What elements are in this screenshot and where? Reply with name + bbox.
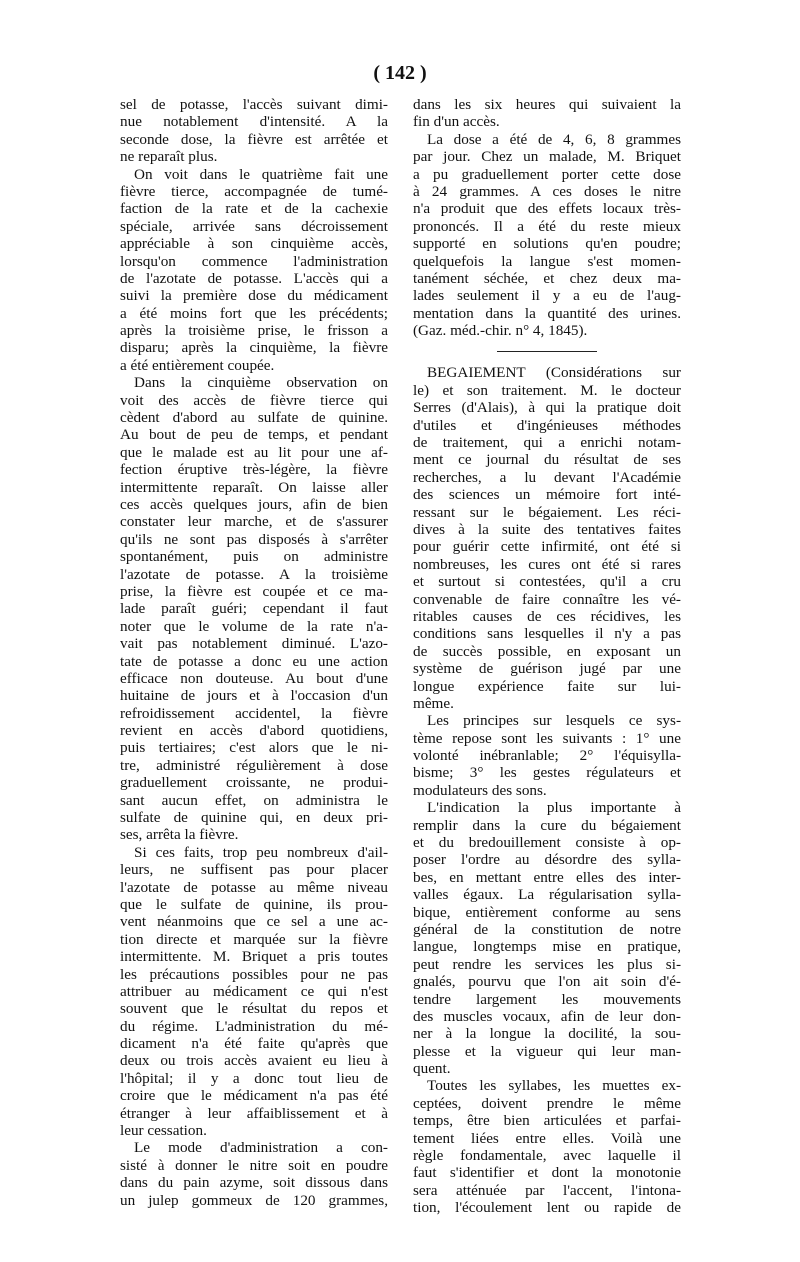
text-line: quent. [413, 1060, 451, 1078]
text-line: poser l'ordre au désordre des sylla- [413, 851, 681, 869]
text-line: faction de la rate et de la cachexie [120, 200, 388, 218]
text-line: et du bredouillement consiste à op- [413, 834, 681, 852]
text-line: plesse et la vigueur qui leur man- [413, 1042, 681, 1060]
text-line: gnalés, pourvu que l'on ait soin d'é- [413, 973, 681, 991]
text-line: que le malade est au lit pour une af- [120, 443, 388, 461]
text-line: constater leur marche, et de s'assurer [120, 513, 388, 531]
text-line: ressant sur le bégaiement. Les réci- [413, 503, 681, 521]
right-column-continuation [413, 96, 681, 339]
text-line: des muscles vocaux, afin de leur don- [413, 1007, 681, 1025]
text-line: intermittente. M. Briquet a pris toutes [120, 948, 388, 966]
left-column [120, 96, 388, 1209]
text-line: vent néanmoins que ce sel a une ac- [120, 913, 388, 931]
text-line: recherches, a lu devant l'Académie [413, 468, 681, 486]
text-line: tion, l'écoulement lent ou rapide de [413, 1199, 681, 1217]
text-line: fièvre tierce, accompagnée de tumé- [120, 182, 388, 200]
text-line: ceptées, doivent prendre le même [413, 1094, 681, 1112]
text-line: (Gaz. méd.-chir. n° 4, 1845). [413, 322, 588, 340]
text-line: BEGAIEMENT (Considérations sur [427, 364, 681, 382]
text-line: même. [413, 694, 454, 712]
text-line: bes, en mettant entre elles des inter- [413, 868, 681, 886]
text-line: prise, la fièvre est coupée et ce ma- [120, 582, 388, 600]
text-line: sisté à donner le nitre soit en poudre [120, 1156, 388, 1174]
text-line: pour guérir cette infirmité, ont été si [413, 538, 681, 556]
text-line: dicament n'a été faite qu'après que [120, 1035, 388, 1053]
text-line: ses, arrêta la fièvre. [120, 826, 239, 844]
text-line: attribuer au médicament ce qui n'est [120, 982, 388, 1000]
text-line: dans du pain azyme, soit dissous dans [120, 1174, 388, 1192]
text-line: Dans la cinquième observation on [134, 374, 388, 392]
text-line: On voit dans le quatrième fait une [134, 165, 388, 183]
text-line: Au bout de peu de temps, et pendant [120, 426, 388, 444]
text-line: le) et son traitement. M. le docteur [413, 381, 681, 399]
text-line: sera atténuée par l'accent, l'intona- [413, 1181, 681, 1199]
text-line: Les principes sur lesquels ce sys- [427, 712, 681, 730]
text-line: souvent que le résultat du repos et [120, 1000, 388, 1018]
text-line: Le mode d'administration a con- [134, 1139, 388, 1157]
text-line: leurs, ne suffisent pas pour placer [120, 861, 388, 879]
text-line: général de la constitution de notre [413, 920, 681, 938]
text-line: nue notablement d'intensité. A la [120, 113, 388, 131]
text-line: a été entièrement coupée. [120, 356, 275, 374]
text-line: peut rendre les services les plus si- [413, 955, 681, 973]
text-line: cèdent d'abord au sulfate de quinine. [120, 409, 388, 427]
text-line: fin d'un accès. [413, 113, 500, 131]
text-line: intermittente reparaît. On laisse aller [120, 478, 388, 496]
text-line: l'hôpital; il y a donc tout lieu de [120, 1069, 388, 1087]
text-line: dives à la suite des tentatives faites [413, 520, 681, 538]
text-line: n'a produit que des effets locaux très- [413, 200, 681, 218]
text-line: longue expérience faite sur lui- [413, 677, 681, 695]
text-line: d'utiles et d'ingénieuses méthodes [413, 416, 681, 434]
text-line: prononcés. Il a été du reste mieux [413, 217, 681, 235]
text-line: sel de potasse, l'accès suivant dimi- [120, 96, 388, 113]
text-line: efficace non douteuse. Au bout d'une [120, 669, 388, 687]
section-divider-rule [497, 351, 597, 352]
text-line: de l'azotate de potasse. L'accès qui a [120, 269, 388, 287]
text-line: qu'ils ne sont pas disposés à s'arrêter [120, 530, 388, 548]
text-line: spéciale, arrivée sans décroissement [120, 217, 388, 235]
text-line: de traitement, qui a enrichi notam- [413, 434, 681, 452]
text-line: ritables causes de ces récidives, les [413, 607, 681, 625]
text-line: ces accès quelques jours, afin de bien [120, 495, 388, 513]
text-line: deux ou trois accès avaient eu lieu à [120, 1052, 388, 1070]
text-line: disparu; après la cinquième, la fièvre [120, 339, 388, 357]
text-line: à 24 grammes. A ces doses le nitre [413, 182, 681, 200]
text-line: et surtout si contestées, qu'il a cru [413, 573, 681, 591]
text-line: voit des accès de fièvre tierce qui [120, 391, 388, 409]
begaiement-article [413, 364, 681, 1216]
text-line: leur cessation. [120, 1122, 207, 1140]
text-line: faut s'identifier et dont la monotonie [413, 1164, 681, 1182]
text-line: Serres (d'Alais), à qui la pratique doit [413, 399, 681, 417]
text-line: suivi la première dose du médicament [120, 287, 388, 305]
text-line: lorsqu'on commence l'administration [120, 252, 388, 270]
text-line: que le sulfate de quinine, ils prou- [120, 895, 388, 913]
text-line: quelquefois la langue s'est momen- [413, 252, 681, 270]
text-line: appréciable à son cinquième accès, [120, 235, 388, 253]
text-line: refroidissement accidentel, la fièvre [120, 704, 388, 722]
text-line: modulateurs des sons. [413, 781, 547, 799]
text-line: valles égaux. La régularisation sylla- [413, 886, 681, 904]
text-line: ne reparaît plus. [120, 148, 218, 166]
text-line: a pu graduellement porter cette dose [413, 165, 681, 183]
text-line: ner à la longue la docilité, la sou- [413, 1025, 681, 1043]
text-line: les précautions possibles pour ne pas [120, 965, 388, 983]
text-line: un julep gommeux de 120 grammes, [120, 1191, 388, 1209]
text-line: supporté en solutions qu'en poudre; [413, 235, 681, 253]
text-line: Toutes les syllabes, les muettes ex- [427, 1077, 681, 1095]
text-line: après la troisième prise, le frisson a [120, 322, 388, 340]
text-line: du régime. L'administration du mé- [120, 1017, 388, 1035]
text-line: conditions sans lesquelles il n'y a pas [413, 625, 681, 643]
text-line: noter que le volume de la rate n'a- [120, 617, 388, 635]
text-line: bisme; 3° les gestes régulateurs et [413, 764, 681, 782]
text-line: dans les six heures qui suivaient la [413, 96, 681, 113]
text-line: l'azotate de potasse au même niveau [120, 878, 388, 896]
text-line: huitaine de jours et à l'occasion d'un [120, 687, 388, 705]
text-line: tème repose sont les suivants : 1° une [413, 729, 681, 747]
text-line: tendre largement les mouvements [413, 990, 681, 1008]
text-line: sant aucun effet, on administra le [120, 791, 388, 809]
text-line: volonté inébranlable; 2° l'équisylla- [413, 747, 681, 765]
text-line: mentation dans la quantité des urines. [413, 304, 681, 322]
text-line: règle fondamentale, avec laquelle il [413, 1147, 681, 1165]
text-line: L'indication la plus importante à [427, 799, 681, 817]
text-line: bique, entièrement conforme au sens [413, 903, 681, 921]
right-column [413, 96, 681, 1217]
text-line: a été moins fort que les précédents; [120, 304, 388, 322]
text-line: lade paraît guéri; cependant il faut [120, 600, 388, 618]
text-line: fection éruptive très-légère, la fièvre [120, 461, 388, 479]
text-line: par jour. Chez un malade, M. Briquet [413, 148, 681, 166]
text-line: système de guérison jugé par une [413, 660, 681, 678]
page-number: ( 142 ) [373, 62, 427, 84]
text-line: convenable de faire connaître les vé- [413, 590, 681, 608]
text-line: de succès possible, en exposant un [413, 642, 681, 660]
text-line: seconde dose, la fièvre est arrêtée et [120, 130, 388, 148]
text-line: graduellement croissante, ne produi- [120, 774, 388, 792]
text-line: remplir dans la cure du bégaiement [413, 816, 681, 834]
text-line: tate de potasse a donc eu une action [120, 652, 388, 670]
text-line: tre, administré régulièrement à dose [120, 756, 388, 774]
text-line: tement liées entre elles. Voilà une [413, 1129, 681, 1147]
text-line: sulfate de quinine qui, en deux pri- [120, 809, 388, 827]
text-line: temps, être bien articulées et parfai- [413, 1112, 681, 1130]
text-line: croire que le médicament n'a pas été [120, 1087, 388, 1105]
text-line: langue, longtemps mise en pratique, [413, 938, 681, 956]
text-line: tion directe et marquée sur la fièvre [120, 930, 388, 948]
text-line: tanément séchée, et chez deux ma- [413, 269, 681, 287]
text-line: des sciences un mémoire fort inté- [413, 486, 681, 504]
text-line: revient en accès d'abord quotidiens, [120, 722, 388, 740]
text-line: spontanément, puis on administre [120, 548, 388, 566]
text-line: vait pas notablement diminué. L'azo- [120, 635, 388, 653]
text-line: nombreuses, les cures ont été si rares [413, 555, 681, 573]
text-line: ment ce journal du résultat de ses [413, 451, 681, 469]
text-line: étranger à leur affaiblissement et à [120, 1104, 388, 1122]
text-line: lades seulement il y a eu de l'aug- [413, 287, 681, 305]
text-line: La dose a été de 4, 6, 8 grammes [427, 130, 681, 148]
text-line: puis tertiaires; c'est alors que le ni- [120, 739, 388, 757]
text-line: Si ces faits, trop peu nombreux d'ail- [134, 843, 388, 861]
text-line: l'azotate de potasse. A la troisième [120, 565, 388, 583]
